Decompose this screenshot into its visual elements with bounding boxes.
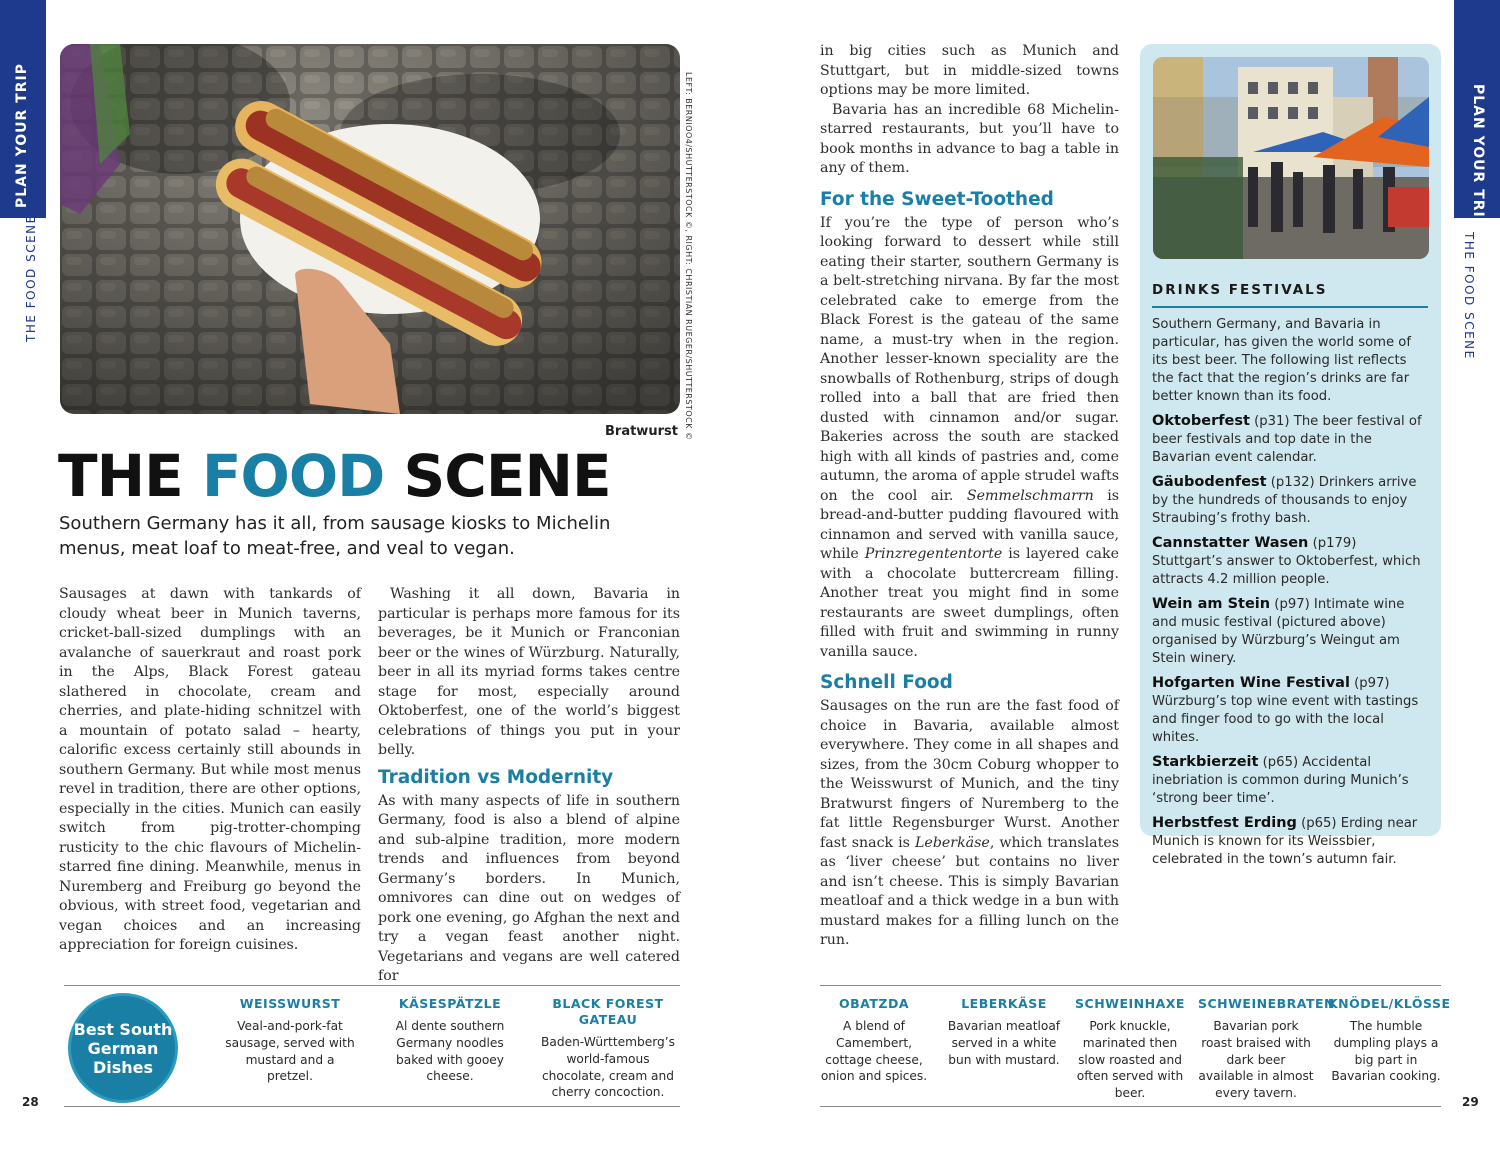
body-column-3 xyxy=(820,42,1119,951)
festival-text: (p31) The beer festival of beer festivals and top date in the Bavarian event calendar. xyxy=(1152,414,1422,465)
page-title xyxy=(58,442,611,510)
dish-entry xyxy=(1328,996,1451,1085)
festival-item xyxy=(1152,753,1428,808)
dish-name: BLACK FOREST GATEAU xyxy=(552,996,664,1027)
title-part-1: THE xyxy=(58,442,202,510)
festival-photo xyxy=(1153,57,1429,259)
text-run: is layered cake with a chocolate buttercream filling. Another treat you might find in some restaurants are sweet dumplings, often filled with fruit and swimming in runny vanilla sauce. xyxy=(820,546,1119,660)
festival-item xyxy=(1152,473,1428,528)
page-number-left: 28 xyxy=(22,1095,39,1109)
festival-name: Herbstfest Erding xyxy=(1152,815,1297,831)
bratwurst-photo xyxy=(60,44,680,414)
col3-paragraph-2: Bavaria has an incredible 68 Michelin-starred restaurants, but you’ll have to book months in advance to bag a table in any of them. xyxy=(820,101,1119,176)
festival-name: Wein am Stein xyxy=(1152,596,1271,612)
text-run: Sausages on the run are the fast food of choice in Bavaria, available almost everywhere. They come in all shapes and sizes, from the 30cm Coburg whopper to the Weisswurst of Munich, and the tiny Bratwurst fingers of Nuremberg to the fat little Regensburger Wurst. Another fast snack is xyxy=(820,698,1119,851)
right-strip-top-rule xyxy=(820,985,1441,986)
col3-paragraph-3 xyxy=(820,214,1119,663)
col1-paragraph: Sausages at dawn with tankards of cloudy wheat beer in Munich taverns, cricket-ball-sized dumplings with an avalanche of sauerkraut and roast pork in the Alps, Black Forest gateau slathered in chocolate, cream and cherries, and plate-hiding schnitzel with a mountain of potato salad – hearty, calorific excess certainly still abounds in southern Germany. But while most menus revel in tradition, there are other options, especially in the cities. Munich can easily switch from pig-trotter-chomping rusticity to the chic flavours of Michelin-starred fine dining. Meanwhile, menus in Nuremberg and Freiburg go beyond the obvious, with street food, vegetarian and vegan choices and an increasing appreciation for foreign cuisines. xyxy=(59,586,361,953)
dish-description: Bavarian meatloaf served in a white bun with mustard. xyxy=(947,1019,1061,1067)
festival-text: (p179) Stuttgart’s answer to Oktoberfest, which attracts 4.2 million people. xyxy=(1152,536,1421,587)
standfirst: Southern Germany has it all, from sausage kiosks to Michelin menus, meat loaf to meat-free, and veal to vegan. xyxy=(59,513,611,559)
dish-name: WEISSWURST xyxy=(239,996,341,1011)
dish-entry xyxy=(1072,996,1188,1102)
festival-text: (p97) Würzburg’s top wine event with tastings and finger food to go with the local whites. xyxy=(1152,676,1419,745)
title-accent: FOOD xyxy=(201,442,385,510)
photo-caption: Bratwurst xyxy=(605,424,678,439)
body-column-1 xyxy=(59,585,361,956)
col2-paragraph-2: As with many aspects of life in southern Germany, food is also a blend of alpine and sub-alpine tradition, more modern trends and influences from beyond Germany’s borders. In Munich, omnivores can dine out on wedges of pork one evening, go Afghan the next and try a vegan feast another night. Vegetarians and vegans are well catered for xyxy=(378,792,680,984)
dish-entry xyxy=(222,996,358,1085)
right-strip-bottom-rule xyxy=(820,1106,1441,1107)
col3-paragraph-4 xyxy=(820,697,1119,951)
italic-term: Leberkäse xyxy=(915,834,990,851)
dish-description: The humble dumpling plays a big part in Bavarian cooking. xyxy=(1331,1019,1441,1084)
dish-entry xyxy=(540,996,676,1101)
text-run: , which translates as ‘liver cheese’ but contains no liver and isn’t cheese. This is simply Bavarian meatloaf and a thick wedge in a bun with mustard makes for a filling lunch on the run. xyxy=(820,834,1119,948)
festival-name: Oktoberfest xyxy=(1152,413,1250,429)
festival-item xyxy=(1152,412,1428,467)
right-section-label: THE FOOD SCENE xyxy=(1462,232,1476,360)
body-column-2 xyxy=(378,585,680,987)
festival-item xyxy=(1152,595,1428,668)
dish-entry xyxy=(816,996,932,1085)
italic-term: Semmelschmarrn xyxy=(966,487,1094,504)
page-number-right: 29 xyxy=(1462,1095,1479,1109)
left-strip-top-rule xyxy=(64,985,680,986)
text-run: is bread-and-butter pudding flavoured with cinnamon and served with vanilla sauce, while xyxy=(820,487,1120,562)
festival-text: (p65) Erding near Munich is known for its Weissbier, celebrated in the town’s autumn fair. xyxy=(1152,816,1418,867)
dish-name: KÄSESPÄTZLE xyxy=(398,996,502,1011)
col2-paragraph-1: Washing it all down, Bavaria in particular is perhaps more famous for its beverages, be it Munich or Franconian beer or the wines of Würzburg. Naturally, beer in all its myriad forms takes centre stage for most, especially around Oktoberfest, one of the world’s biggest celebrations of things you put in your belly. xyxy=(378,586,680,758)
festival-item xyxy=(1152,674,1428,747)
dish-description: Veal-and-pork-fat sausage, served with mustard and a pretzel. xyxy=(225,1019,355,1084)
dish-description: A blend of Camembert, cottage cheese, onion and spices. xyxy=(820,1019,928,1084)
dish-description: Al dente southern Germany noodles baked with gooey cheese. xyxy=(395,1019,505,1084)
subheading-schnell: Schnell Food xyxy=(820,672,953,693)
festival-text: (p65) Accidental inebriation is common during Munich’s ‘strong beer time’. xyxy=(1152,755,1409,806)
dish-name: SCHWEINEBRATEN xyxy=(1198,996,1335,1011)
sidebar-body xyxy=(1152,316,1428,875)
title-part-2: SCENE xyxy=(384,442,611,510)
best-dishes-badge: Best South German Dishes xyxy=(68,993,178,1103)
dish-description: Baden-Württemberg’s world-famous chocolate, cream and cherry concoction. xyxy=(541,1035,675,1100)
dish-description: Bavarian pork roast braised with dark beer available in almost every tavern. xyxy=(1198,1019,1314,1101)
sidebar-title: DRINKS FESTIVALS xyxy=(1152,282,1328,298)
sidebar-rule xyxy=(1152,306,1428,308)
festival-name: Starkbierzeit xyxy=(1152,754,1259,770)
dish-description: Pork knuckle, marinated then slow roasted and often served with beer. xyxy=(1076,1019,1184,1101)
dish-name: SCHWEINHAXE xyxy=(1075,996,1185,1011)
left-section-label: THE FOOD SCENE xyxy=(24,214,38,342)
subheading-tradition: Tradition vs Modernity xyxy=(378,766,614,788)
photo-credit: LEFT: BERNIOO4/SHUTTERSTOCK ©, RIGHT: CHRISTIAN RUEGER/SHUTTERSTOCK © xyxy=(684,72,693,441)
right-tab-label: PLAN YOUR TRIP xyxy=(1470,84,1486,229)
festival-name: Hofgarten Wine Festival xyxy=(1152,675,1350,691)
italic-term: Prinzregententorte xyxy=(864,546,1003,562)
dish-name: OBATZDA xyxy=(839,996,909,1011)
left-strip-bottom-rule xyxy=(64,1106,680,1107)
col3-paragraph-1: in big cities such as Munich and Stuttgart, but in middle-sized towns options may be more limited. xyxy=(820,43,1119,98)
text-run: If you’re the type of person who’s looking forward to dessert while still eating their starter, southern Germany is a belt-stretching nirvana. By far the most celebrated cake to emerge from the Black Forest is the gateau of the same name, a must-try when in the region. Another lesser-known speciality are the snowballs of Rothenburg, strips of dough rolled into a ball that are fried then dusted with cinnamon and/or sugar. Bakeries across the south are stacked high with all kinds of pastries and, come autumn, the aroma of apple strudel wafts on the cool air. xyxy=(820,214,1119,504)
subheading-sweet: For the Sweet-Toothed xyxy=(820,188,1054,210)
dish-name: KNÖDEL/KLÖSSE xyxy=(1328,996,1451,1011)
festival-name: Gäubodenfest xyxy=(1152,474,1267,490)
sidebar-intro: Southern Germany, and Bavaria in particular, has given the world some of its best beer. The following list reflects the fact that the region’s drinks are far better known than its food. xyxy=(1152,317,1412,404)
dish-entry xyxy=(382,996,518,1085)
dish-entry xyxy=(1198,996,1335,1102)
dish-entry xyxy=(946,996,1062,1068)
festival-item xyxy=(1152,534,1428,589)
left-tab-label: PLAN YOUR TRIP xyxy=(14,63,30,208)
dish-name: LEBERKÄSE xyxy=(961,996,1047,1011)
festival-text: (p97) Intimate wine and music festival (pictured above) organised by Würzburg’s Weingut am Stein winery. xyxy=(1152,597,1405,666)
festival-text: (p132) Drinkers arrive by the hundreds of thousands to enjoy Straubing’s frothy bash. xyxy=(1152,475,1417,526)
festival-item xyxy=(1152,814,1428,869)
festival-name: Cannstatter Wasen xyxy=(1152,535,1309,551)
